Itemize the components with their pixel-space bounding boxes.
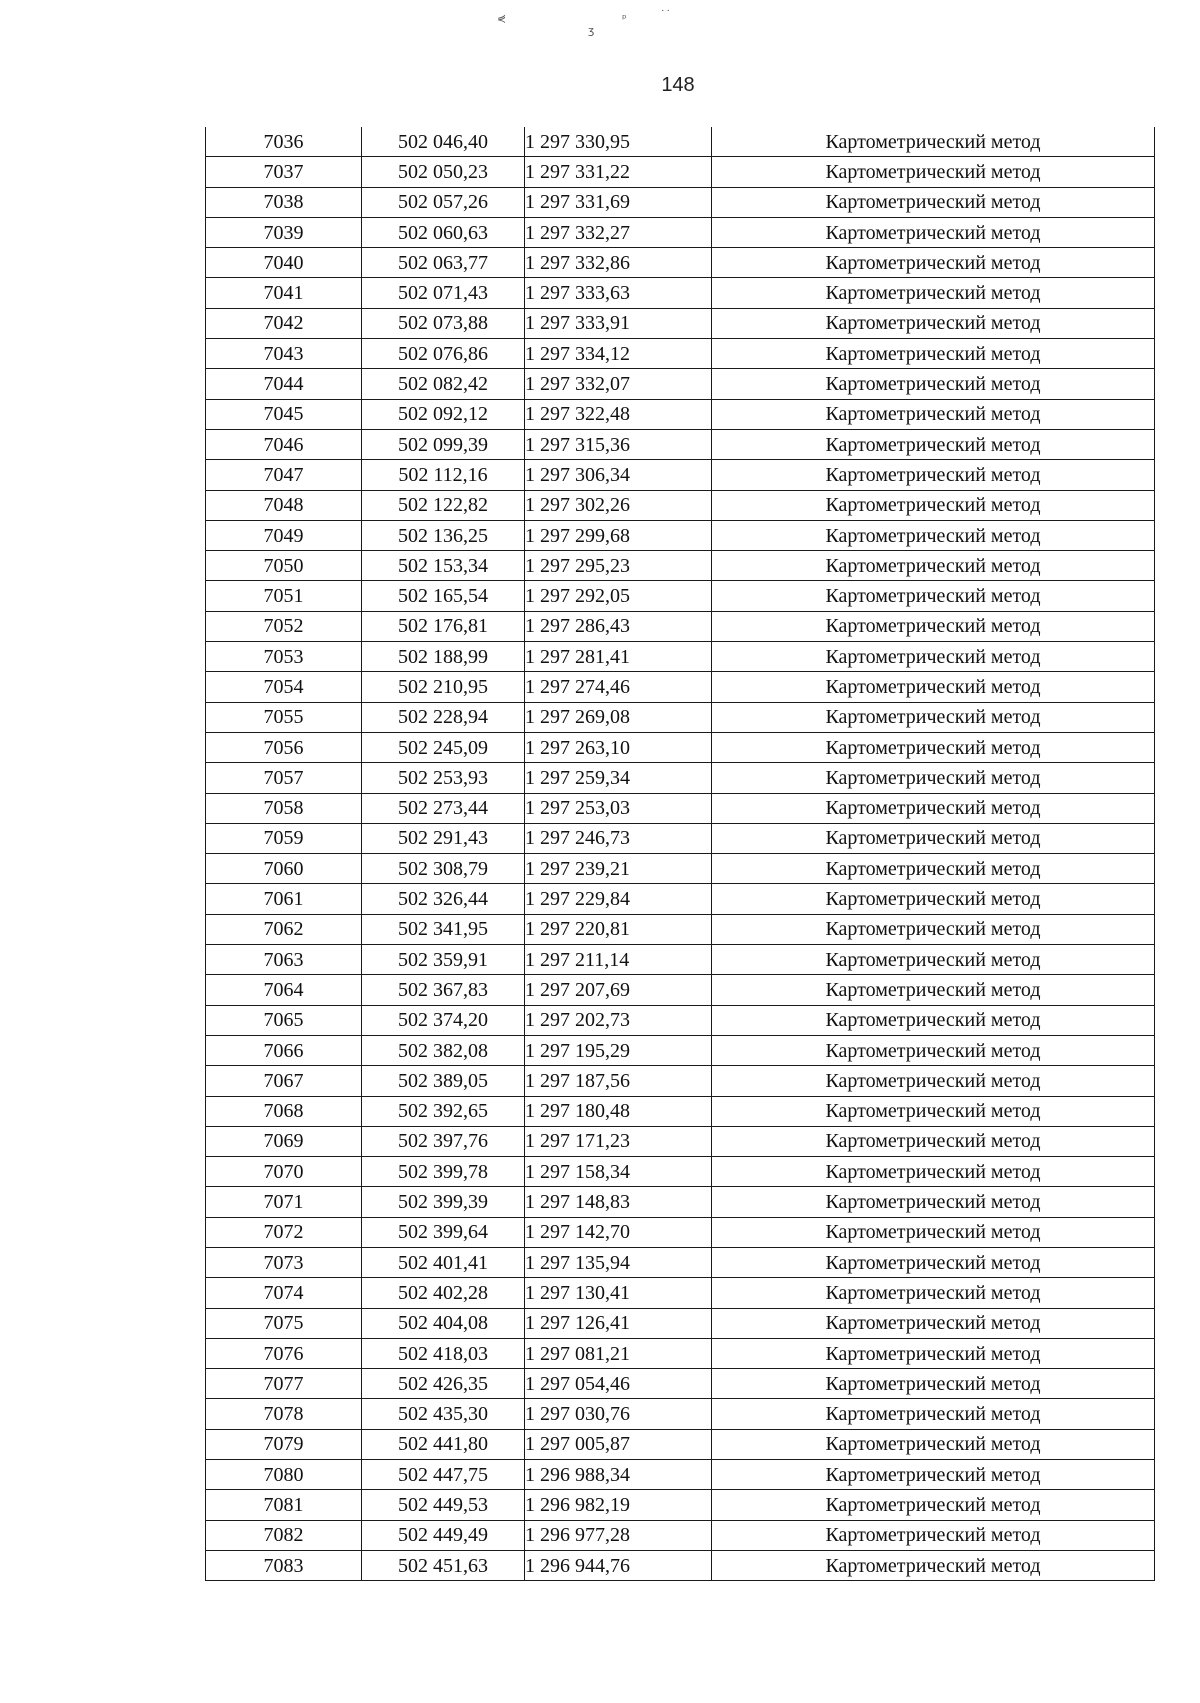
table-row bbox=[206, 1399, 1155, 1429]
method-cell: Картометрический метод bbox=[712, 823, 1155, 853]
coordinates-table-body bbox=[206, 127, 1155, 1581]
y-coordinate-cell: 1 297 274,46 bbox=[525, 672, 712, 702]
y-coordinate-cell: 1 297 333,91 bbox=[525, 308, 712, 338]
y-coordinate-cell: 1 297 330,95 bbox=[525, 127, 712, 157]
table-row bbox=[206, 884, 1155, 914]
method-cell: Картометрический метод bbox=[712, 399, 1155, 429]
point-number-cell: 7046 bbox=[206, 429, 362, 459]
table-row bbox=[206, 642, 1155, 672]
table-row bbox=[206, 1096, 1155, 1126]
point-number-cell: 7068 bbox=[206, 1096, 362, 1126]
point-number-cell: 7070 bbox=[206, 1157, 362, 1187]
y-coordinate-cell: 1 297 281,41 bbox=[525, 642, 712, 672]
method-cell: Картометрический метод bbox=[712, 1126, 1155, 1156]
table-row bbox=[206, 308, 1155, 338]
y-coordinate-cell: 1 297 211,14 bbox=[525, 945, 712, 975]
point-number-cell: 7047 bbox=[206, 460, 362, 490]
point-number-cell: 7049 bbox=[206, 520, 362, 550]
table-row bbox=[206, 1278, 1155, 1308]
y-coordinate-cell: 1 297 333,63 bbox=[525, 278, 712, 308]
x-coordinate-cell: 502 291,43 bbox=[362, 823, 525, 853]
point-number-cell: 7078 bbox=[206, 1399, 362, 1429]
x-coordinate-cell: 502 435,30 bbox=[362, 1399, 525, 1429]
table-row bbox=[206, 1005, 1155, 1035]
scan-mark: ᵖ bbox=[622, 12, 627, 25]
x-coordinate-cell: 502 073,88 bbox=[362, 308, 525, 338]
point-number-cell: 7043 bbox=[206, 339, 362, 369]
point-number-cell: 7048 bbox=[206, 490, 362, 520]
table-row bbox=[206, 1035, 1155, 1065]
method-cell: Картометрический метод bbox=[712, 429, 1155, 459]
x-coordinate-cell: 502 176,81 bbox=[362, 611, 525, 641]
x-coordinate-cell: 502 050,23 bbox=[362, 157, 525, 187]
coordinates-table bbox=[205, 127, 1155, 1581]
y-coordinate-cell: 1 296 988,34 bbox=[525, 1460, 712, 1490]
table-row bbox=[206, 490, 1155, 520]
y-coordinate-cell: 1 296 977,28 bbox=[525, 1520, 712, 1550]
table-row bbox=[206, 945, 1155, 975]
x-coordinate-cell: 502 046,40 bbox=[362, 127, 525, 157]
y-coordinate-cell: 1 297 005,87 bbox=[525, 1429, 712, 1459]
point-number-cell: 7056 bbox=[206, 732, 362, 762]
x-coordinate-cell: 502 402,28 bbox=[362, 1278, 525, 1308]
y-coordinate-cell: 1 297 269,08 bbox=[525, 702, 712, 732]
method-cell: Картометрический метод bbox=[712, 278, 1155, 308]
table-row bbox=[206, 1460, 1155, 1490]
point-number-cell: 7054 bbox=[206, 672, 362, 702]
method-cell: Картометрический метод bbox=[712, 1157, 1155, 1187]
x-coordinate-cell: 502 449,49 bbox=[362, 1520, 525, 1550]
point-number-cell: 7060 bbox=[206, 854, 362, 884]
table-row bbox=[206, 217, 1155, 247]
method-cell: Картометрический метод bbox=[712, 854, 1155, 884]
method-cell: Картометрический метод bbox=[712, 1035, 1155, 1065]
y-coordinate-cell: 1 297 332,07 bbox=[525, 369, 712, 399]
y-coordinate-cell: 1 297 148,83 bbox=[525, 1187, 712, 1217]
method-cell: Картометрический метод bbox=[712, 702, 1155, 732]
point-number-cell: 7076 bbox=[206, 1338, 362, 1368]
table-row bbox=[206, 339, 1155, 369]
x-coordinate-cell: 502 188,99 bbox=[362, 642, 525, 672]
table-row bbox=[206, 1157, 1155, 1187]
method-cell: Картометрический метод bbox=[712, 763, 1155, 793]
point-number-cell: 7058 bbox=[206, 793, 362, 823]
table-row bbox=[206, 278, 1155, 308]
table-row bbox=[206, 1126, 1155, 1156]
point-number-cell: 7055 bbox=[206, 702, 362, 732]
point-number-cell: 7077 bbox=[206, 1369, 362, 1399]
method-cell: Картометрический метод bbox=[712, 1550, 1155, 1580]
x-coordinate-cell: 502 451,63 bbox=[362, 1550, 525, 1580]
scan-mark: ⋞ bbox=[497, 12, 507, 25]
table-row bbox=[206, 732, 1155, 762]
x-coordinate-cell: 502 441,80 bbox=[362, 1429, 525, 1459]
point-number-cell: 7059 bbox=[206, 823, 362, 853]
table-row bbox=[206, 1187, 1155, 1217]
y-coordinate-cell: 1 297 195,29 bbox=[525, 1035, 712, 1065]
y-coordinate-cell: 1 297 334,12 bbox=[525, 339, 712, 369]
method-cell: Картометрический метод bbox=[712, 1308, 1155, 1338]
method-cell: Картометрический метод bbox=[712, 1369, 1155, 1399]
y-coordinate-cell: 1 296 982,19 bbox=[525, 1490, 712, 1520]
y-coordinate-cell: 1 297 253,03 bbox=[525, 793, 712, 823]
x-coordinate-cell: 502 404,08 bbox=[362, 1308, 525, 1338]
method-cell: Картометрический метод bbox=[712, 1217, 1155, 1247]
y-coordinate-cell: 1 297 202,73 bbox=[525, 1005, 712, 1035]
scan-mark: ˙˙ bbox=[660, 8, 671, 21]
table-row bbox=[206, 975, 1155, 1005]
x-coordinate-cell: 502 399,78 bbox=[362, 1157, 525, 1187]
method-cell: Картометрический метод bbox=[712, 914, 1155, 944]
method-cell: Картометрический метод bbox=[712, 308, 1155, 338]
y-coordinate-cell: 1 297 299,68 bbox=[525, 520, 712, 550]
x-coordinate-cell: 502 367,83 bbox=[362, 975, 525, 1005]
table-row bbox=[206, 823, 1155, 853]
y-coordinate-cell: 1 297 322,48 bbox=[525, 399, 712, 429]
table-row bbox=[206, 611, 1155, 641]
x-coordinate-cell: 502 245,09 bbox=[362, 732, 525, 762]
y-coordinate-cell: 1 297 246,73 bbox=[525, 823, 712, 853]
point-number-cell: 7045 bbox=[206, 399, 362, 429]
method-cell: Картометрический метод bbox=[712, 642, 1155, 672]
x-coordinate-cell: 502 273,44 bbox=[362, 793, 525, 823]
y-coordinate-cell: 1 297 295,23 bbox=[525, 551, 712, 581]
method-cell: Картометрический метод bbox=[712, 490, 1155, 520]
method-cell: Картометрический метод bbox=[712, 581, 1155, 611]
y-coordinate-cell: 1 297 306,34 bbox=[525, 460, 712, 490]
y-coordinate-cell: 1 297 130,41 bbox=[525, 1278, 712, 1308]
x-coordinate-cell: 502 389,05 bbox=[362, 1066, 525, 1096]
y-coordinate-cell: 1 297 263,10 bbox=[525, 732, 712, 762]
x-coordinate-cell: 502 122,82 bbox=[362, 490, 525, 520]
table-row bbox=[206, 763, 1155, 793]
x-coordinate-cell: 502 418,03 bbox=[362, 1338, 525, 1368]
y-coordinate-cell: 1 297 292,05 bbox=[525, 581, 712, 611]
table-row bbox=[206, 1247, 1155, 1277]
method-cell: Картометрический метод bbox=[712, 672, 1155, 702]
method-cell: Картометрический метод bbox=[712, 369, 1155, 399]
table-row bbox=[206, 1550, 1155, 1580]
table-row bbox=[206, 1066, 1155, 1096]
y-coordinate-cell: 1 297 054,46 bbox=[525, 1369, 712, 1399]
method-cell: Картометрический метод bbox=[712, 1399, 1155, 1429]
y-coordinate-cell: 1 296 944,76 bbox=[525, 1550, 712, 1580]
table-row bbox=[206, 1520, 1155, 1550]
method-cell: Картометрический метод bbox=[712, 157, 1155, 187]
x-coordinate-cell: 502 253,93 bbox=[362, 763, 525, 793]
method-cell: Картометрический метод bbox=[712, 1247, 1155, 1277]
table-row bbox=[206, 248, 1155, 278]
method-cell: Картометрический метод bbox=[712, 793, 1155, 823]
table-row bbox=[206, 1308, 1155, 1338]
x-coordinate-cell: 502 076,86 bbox=[362, 339, 525, 369]
point-number-cell: 7053 bbox=[206, 642, 362, 672]
method-cell: Картометрический метод bbox=[712, 611, 1155, 641]
point-number-cell: 7082 bbox=[206, 1520, 362, 1550]
point-number-cell: 7080 bbox=[206, 1460, 362, 1490]
method-cell: Картометрический метод bbox=[712, 1490, 1155, 1520]
method-cell: Картометрический метод bbox=[712, 1187, 1155, 1217]
method-cell: Картометрический метод bbox=[712, 945, 1155, 975]
table-row bbox=[206, 672, 1155, 702]
x-coordinate-cell: 502 165,54 bbox=[362, 581, 525, 611]
point-number-cell: 7071 bbox=[206, 1187, 362, 1217]
table-row bbox=[206, 702, 1155, 732]
x-coordinate-cell: 502 449,53 bbox=[362, 1490, 525, 1520]
table-row bbox=[206, 1490, 1155, 1520]
y-coordinate-cell: 1 297 286,43 bbox=[525, 611, 712, 641]
x-coordinate-cell: 502 401,41 bbox=[362, 1247, 525, 1277]
y-coordinate-cell: 1 297 331,69 bbox=[525, 187, 712, 217]
point-number-cell: 7065 bbox=[206, 1005, 362, 1035]
x-coordinate-cell: 502 092,12 bbox=[362, 399, 525, 429]
method-cell: Картометрический метод bbox=[712, 339, 1155, 369]
method-cell: Картометрический метод bbox=[712, 460, 1155, 490]
y-coordinate-cell: 1 297 030,76 bbox=[525, 1399, 712, 1429]
x-coordinate-cell: 502 359,91 bbox=[362, 945, 525, 975]
method-cell: Картометрический метод bbox=[712, 884, 1155, 914]
y-coordinate-cell: 1 297 332,27 bbox=[525, 217, 712, 247]
x-coordinate-cell: 502 082,42 bbox=[362, 369, 525, 399]
method-cell: Картометрический метод bbox=[712, 551, 1155, 581]
method-cell: Картометрический метод bbox=[712, 975, 1155, 1005]
y-coordinate-cell: 1 297 171,23 bbox=[525, 1126, 712, 1156]
table-row bbox=[206, 429, 1155, 459]
x-coordinate-cell: 502 136,25 bbox=[362, 520, 525, 550]
method-cell: Картометрический метод bbox=[712, 217, 1155, 247]
point-number-cell: 7044 bbox=[206, 369, 362, 399]
point-number-cell: 7081 bbox=[206, 1490, 362, 1520]
method-cell: Картометрический метод bbox=[712, 1338, 1155, 1368]
table-row bbox=[206, 581, 1155, 611]
table-row bbox=[206, 793, 1155, 823]
table-row bbox=[206, 1217, 1155, 1247]
method-cell: Картометрический метод bbox=[712, 520, 1155, 550]
table-row bbox=[206, 914, 1155, 944]
table-row bbox=[206, 1429, 1155, 1459]
point-number-cell: 7067 bbox=[206, 1066, 362, 1096]
y-coordinate-cell: 1 297 207,69 bbox=[525, 975, 712, 1005]
table-row bbox=[206, 187, 1155, 217]
point-number-cell: 7069 bbox=[206, 1126, 362, 1156]
method-cell: Картометрический метод bbox=[712, 1429, 1155, 1459]
point-number-cell: 7075 bbox=[206, 1308, 362, 1338]
point-number-cell: 7041 bbox=[206, 278, 362, 308]
x-coordinate-cell: 502 063,77 bbox=[362, 248, 525, 278]
method-cell: Картометрический метод bbox=[712, 1460, 1155, 1490]
method-cell: Картометрический метод bbox=[712, 187, 1155, 217]
method-cell: Картометрический метод bbox=[712, 1278, 1155, 1308]
point-number-cell: 7052 bbox=[206, 611, 362, 641]
x-coordinate-cell: 502 112,16 bbox=[362, 460, 525, 490]
table-row bbox=[206, 127, 1155, 157]
point-number-cell: 7038 bbox=[206, 187, 362, 217]
y-coordinate-cell: 1 297 332,86 bbox=[525, 248, 712, 278]
table-row bbox=[206, 399, 1155, 429]
x-coordinate-cell: 502 071,43 bbox=[362, 278, 525, 308]
x-coordinate-cell: 502 374,20 bbox=[362, 1005, 525, 1035]
y-coordinate-cell: 1 297 126,41 bbox=[525, 1308, 712, 1338]
x-coordinate-cell: 502 326,44 bbox=[362, 884, 525, 914]
y-coordinate-cell: 1 297 180,48 bbox=[525, 1096, 712, 1126]
y-coordinate-cell: 1 297 302,26 bbox=[525, 490, 712, 520]
method-cell: Картометрический метод bbox=[712, 1066, 1155, 1096]
x-coordinate-cell: 502 308,79 bbox=[362, 854, 525, 884]
x-coordinate-cell: 502 447,75 bbox=[362, 1460, 525, 1490]
x-coordinate-cell: 502 399,39 bbox=[362, 1187, 525, 1217]
point-number-cell: 7063 bbox=[206, 945, 362, 975]
y-coordinate-cell: 1 297 239,21 bbox=[525, 854, 712, 884]
point-number-cell: 7040 bbox=[206, 248, 362, 278]
point-number-cell: 7079 bbox=[206, 1429, 362, 1459]
x-coordinate-cell: 502 210,95 bbox=[362, 672, 525, 702]
point-number-cell: 7083 bbox=[206, 1550, 362, 1580]
table-row bbox=[206, 854, 1155, 884]
x-coordinate-cell: 502 153,34 bbox=[362, 551, 525, 581]
table-row bbox=[206, 1369, 1155, 1399]
y-coordinate-cell: 1 297 315,36 bbox=[525, 429, 712, 459]
point-number-cell: 7036 bbox=[206, 127, 362, 157]
x-coordinate-cell: 502 099,39 bbox=[362, 429, 525, 459]
point-number-cell: 7051 bbox=[206, 581, 362, 611]
point-number-cell: 7074 bbox=[206, 1278, 362, 1308]
table-row bbox=[206, 520, 1155, 550]
point-number-cell: 7066 bbox=[206, 1035, 362, 1065]
x-coordinate-cell: 502 399,64 bbox=[362, 1217, 525, 1247]
table-row bbox=[206, 1338, 1155, 1368]
y-coordinate-cell: 1 297 187,56 bbox=[525, 1066, 712, 1096]
y-coordinate-cell: 1 297 229,84 bbox=[525, 884, 712, 914]
y-coordinate-cell: 1 297 135,94 bbox=[525, 1247, 712, 1277]
method-cell: Картометрический метод bbox=[712, 127, 1155, 157]
table-row bbox=[206, 369, 1155, 399]
table-row bbox=[206, 551, 1155, 581]
point-number-cell: 7072 bbox=[206, 1217, 362, 1247]
point-number-cell: 7062 bbox=[206, 914, 362, 944]
y-coordinate-cell: 1 297 220,81 bbox=[525, 914, 712, 944]
point-number-cell: 7042 bbox=[206, 308, 362, 338]
y-coordinate-cell: 1 297 331,22 bbox=[525, 157, 712, 187]
x-coordinate-cell: 502 228,94 bbox=[362, 702, 525, 732]
x-coordinate-cell: 502 060,63 bbox=[362, 217, 525, 247]
point-number-cell: 7061 bbox=[206, 884, 362, 914]
x-coordinate-cell: 502 382,08 bbox=[362, 1035, 525, 1065]
point-number-cell: 7073 bbox=[206, 1247, 362, 1277]
y-coordinate-cell: 1 297 158,34 bbox=[525, 1157, 712, 1187]
y-coordinate-cell: 1 297 142,70 bbox=[525, 1217, 712, 1247]
x-coordinate-cell: 502 426,35 bbox=[362, 1369, 525, 1399]
y-coordinate-cell: 1 297 259,34 bbox=[525, 763, 712, 793]
point-number-cell: 7039 bbox=[206, 217, 362, 247]
x-coordinate-cell: 502 057,26 bbox=[362, 187, 525, 217]
point-number-cell: 7057 bbox=[206, 763, 362, 793]
point-number-cell: 7050 bbox=[206, 551, 362, 581]
point-number-cell: 7037 bbox=[206, 157, 362, 187]
method-cell: Картометрический метод bbox=[712, 1096, 1155, 1126]
table-row bbox=[206, 157, 1155, 187]
y-coordinate-cell: 1 297 081,21 bbox=[525, 1338, 712, 1368]
method-cell: Картометрический метод bbox=[712, 248, 1155, 278]
x-coordinate-cell: 502 397,76 bbox=[362, 1126, 525, 1156]
point-number-cell: 7064 bbox=[206, 975, 362, 1005]
scan-mark: ʒ bbox=[588, 24, 595, 37]
x-coordinate-cell: 502 341,95 bbox=[362, 914, 525, 944]
method-cell: Картометрический метод bbox=[712, 732, 1155, 762]
method-cell: Картометрический метод bbox=[712, 1005, 1155, 1035]
x-coordinate-cell: 502 392,65 bbox=[362, 1096, 525, 1126]
table-row bbox=[206, 460, 1155, 490]
page-number: 148 bbox=[661, 74, 695, 96]
method-cell: Картометрический метод bbox=[712, 1520, 1155, 1550]
